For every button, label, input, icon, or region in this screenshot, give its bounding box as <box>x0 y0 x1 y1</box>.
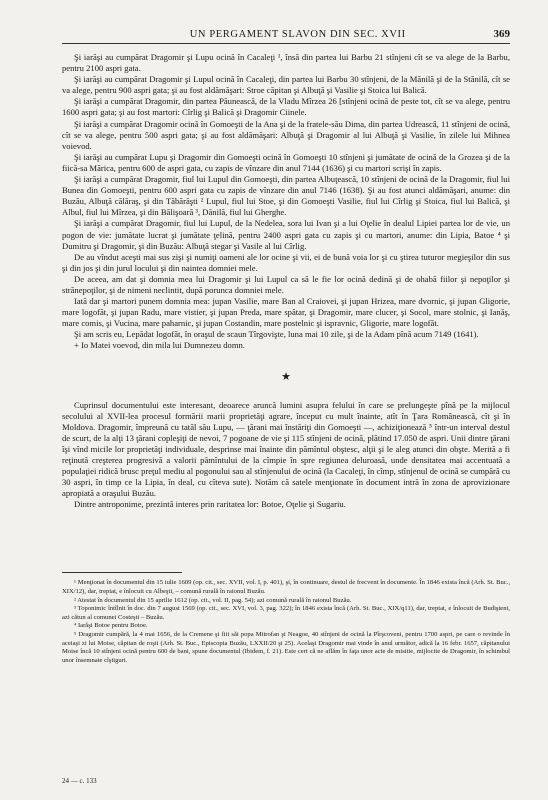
footnote: ¹ Menţionat în documentul din 15 iulie 1609 (op. cit., sec. XVII, vol. I, p. 401), şi, în continuare, destul de frecvent în documente. În 1846 exista încă (Arh. St. Buc., XIX/12), dar, treptat, e înlocuit cu Albeşti, – comună rurală în raionul Buzău. <box>62 579 510 596</box>
footnote: ⁵ Dragomir cumpără, la 4 mai 1656, de la Cremene şi fiii săi popa Mitrofan şi Neagoe, 40 stînjeni de ocină la Pîrşcoveni, pentru 1700 aspri, pe care o revinde în aceiaşi zi lui Moise, căpitan de roşii (Arh. St. Buc., Episcopia Buzău, LXXII/20 şi 25). Acelaşi Dragomir mai vinde în anul următor, adică la 16 febr. 1657, căpitanului Moise încă 10 stînjeni ocină pentru 600 de bani, spune documentul (Ibidem, f. 21). Este cert că ne aflăm în faţa unor acte de misitie, mijlocite de Dragomir, în schimbul unor însemnate cîştiguri. <box>62 631 510 664</box>
printer-signature: 24 — c. 133 <box>62 777 97 785</box>
paragraph: Şi iarăşi a cumpărat Dragomir ocină în Gomoeşti de la Ana şi de la fratele-său Dima, din partea Udreascâ, 11 stînjeni de ocină, cît se va alege, pentru 500 aspri gata; şi au fost aldămăşari: Albuţă şi Dragomir al lui Albuţă şi Vasilie, în zilele lui Mihnea voievod. <box>62 118 510 151</box>
paragraph: Şi iarăşi au cumpărat Lupu şi Dragomir din Gomoeşti ocină în Gomoeşti 10 stînjeni şi jumătate de ocină de la Grozea şi de la fiică-sa Mărica, pentru 600 de aspri gata, cu zapis de vînzare din anul 7144 (1636) şi cu martori scrişi în zapis. <box>62 151 510 173</box>
page-number: 369 <box>493 28 510 40</box>
signature-line: + Io Matei voevod, din mila lui Dumnezeu domn. <box>74 340 245 351</box>
paragraph: Iată dar şi martori punem domnia mea: jupan Vasilie, mare Ban al Craiovei, şi jupan Hrizea, mare dvornic, şi jupan Gligorie, mare logofăt, şi jupan Radu, mare vistier, şi jupan Preda, mare spătar, şi Dragomir, mare clucer, şi Socol, mare stolnic, şi Ianăş, mare comis, şi Vucina, mare paharnic, şi jupan Costandin, mare postelnic şi ispravnic, Gligorie, mare logofăt. <box>62 296 510 329</box>
commentary <box>62 400 510 511</box>
paragraph: Şi am scris eu, Lepădat logofăt, în oraşul de scaun Tîrgovişte, luna mai 10 zile, şi de la Adam pînă acum 7149 (1641). <box>74 329 479 340</box>
footnote-rule <box>62 572 182 573</box>
paragraph: Şi iarăşi a cumpărat Dragomir, fiul lui Lupul din Gomoeşti, din partea Albuţească, 10 stînjeni de ocină de la Dragomir, fiul lui Bunea din Gomoeşti, pentru 600 aspri gata cu zapis de vînzare din anul 7146 (1638). Şi au fost atunci aldămăşari, anume: din Buzău, Albuţă călăraş, şi din Tăbărăşti ² Lupul, fiul lui Stoe, şi din Gomoeşti Vasilie, fiul lui Cîrlig şi Stoica, fiul lui Balică, şi Albul, fiul lui Mîrzea, şi din Bălişoară ³, Dănilă, fiul lui Gherghe. <box>62 174 510 218</box>
paragraph: De au vîndut aceşti mai sus zişi şi numiţi oameni ale lor ocine şi vii, ei de bună voia lor şi cu ştirea tuturor megieşilor din sus şi din jos şi din jurul locului şi din naintea domniei mele. <box>62 251 510 273</box>
paragraph: Şi iarăşi au cumpărat Dragomir şi Lupu ocină în Cacaleţi ¹, însă din partea lui Barbu 21 stînjeni cît se va alege de la Barbu, pentru 2100 aspri gata. <box>62 52 510 74</box>
paragraph: De aceea, am dat şi domnia mea lui Dragomir şi lui Lupul ca să le fie lor ocină dedină şi de ohabă fiilor şi nepoţilor şi strănepoţilor, şi de nimeni neclintit, după porunca domniei mele. <box>62 273 510 295</box>
paragraph: Cuprinsul documentului este interesant, deoarece aruncă lumini asupra felului în care se prelungeşte pînă pe la mijlocul secolului al XVII-lea procesul formării marii proprietăţi agrare, început cu mult înainte, atît în Ţara Românească, cît şi în Moldova. Dragomir, împreună cu tatăl său Lupu, — ţărani mai înstăriţi din Gomoeşti —, achiziţionează ⁵ într-un interval destul de scurt, de la alţi 13 ţărani copleşiţi de nevoi, 7 pogoane de vie şi 115 stînjeni de ocină, plătind 17.050 de aspri. Unii dintre ţărani îşi vînd micile lor proprietăţi individuale, desprinse mai înainte din pămîntul obştesc, alţii şi le aleg atunci din obşte. Merită a fi reţinută creşterea progresivă a valorii pămîntului de la cîmpie în spre regiunea deluroasă, unde densitatea mai accentuată a populaţiei ridică brusc preţul mediu al pogonului sau al stînjenului de ocină (la Cacaleţi, în cîmp, stînjenul de ocină se cumpără cu 30 aspri, în timp ce la Lipia, în deal, cu cîteva sute). Notăm că satele menţionate în document intră în zona de aprovizionare apropiată a oraşului Buzău. <box>62 399 510 499</box>
document-body <box>62 52 510 352</box>
running-header <box>62 28 510 40</box>
footnote: ³ Toponimic întîlnit în doc. din 7 august 1569 (op. cit., sec. XVI, vol. 3, pag. 322); în 1846 exista încă (Arh. St. Buc., XIX/q11), dar, treptat, e înlocuit de Budişteni, azi cătun al comunei Costeşti – Buzău. <box>62 605 510 621</box>
paragraph: Şi iarăşi a cumpărat Dragomir, din partea Păunească, de la Vladu Mîrzea 26 [stînjeni ocină de peste tot, cît se va alege, pentru 1600 aspri gata; şi au fost martori: Cîrlig şi Balică şi Dragomir Ciinele. <box>62 96 510 118</box>
header-rule <box>62 43 510 44</box>
footnotes <box>62 572 510 665</box>
section-separator-star: ★ <box>281 370 291 383</box>
footnote: ⁴ Iarăşi Botoe pentru Botoe. <box>74 622 148 630</box>
footnote: ² Atestat în documentul din 15 aprilie 1612 (op. cit., vol. II, pag. 54); azi comună rurală în raionul Buzău. <box>74 596 352 604</box>
paragraph: Dintre antroponime, prezintă interes prin raritatea lor: Botoe, Oţelie şi Sugariu. <box>74 499 346 510</box>
paragraph: Şi iarăşi au cumpărat Dragomir şi Lupul ocină în Cacaleţi, din partea lui Barbu 30 stînjeni, de la Mănilă şi de la Stănilă, cît se va alege, pentru 900 aspri gata; şi au fost aldămăşari: Stroe căpitan şi Albuţă şi Vasilie şi Stoica lui Balică. <box>62 74 510 96</box>
running-title: UN PERGAMENT SLAVON DIN SEC. XVII <box>189 29 406 40</box>
paragraph: Şi iarăşi a cumpărat Dragomir, fiul lui Lupul, de la Nedelea, sora lui Ivan şi a lui Oţelie în dealul Lipiei partea lor de vie, un pogon de vie: jumătate lucrat şi jumătate ţelină, pentru 2400 aspri gata cu zapis şi cu martori, anume: din Lipia, Batoe ⁴ şi Dumitru şi Dragomir, şi din Buzău: Albuţă stegar şi Vasile al lui Cîrlig. <box>62 218 510 251</box>
